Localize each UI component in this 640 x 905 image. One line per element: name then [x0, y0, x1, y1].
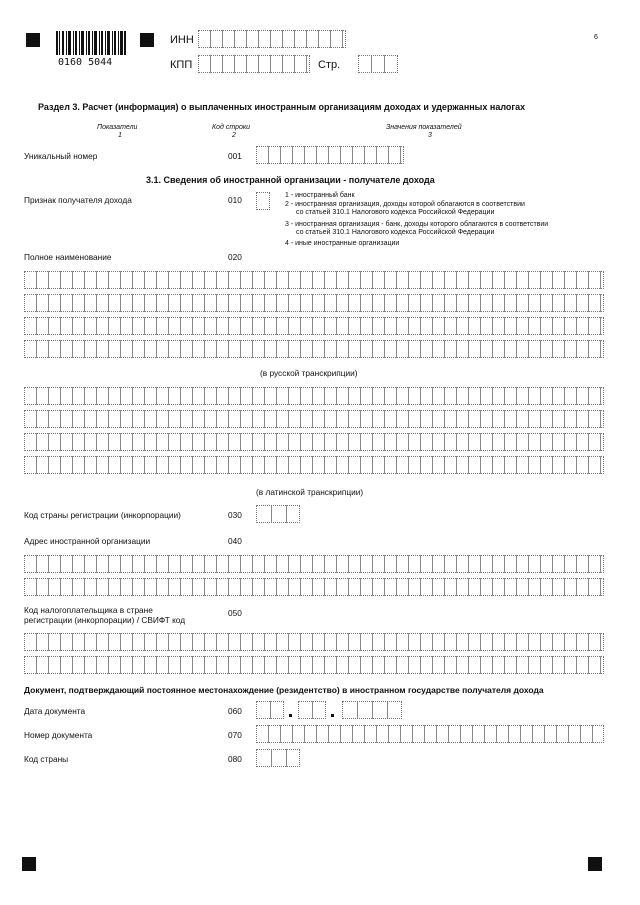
country-code-label: Код страны регистрации (инкорпорации) — [24, 510, 181, 520]
country-code-cells[interactable] — [256, 505, 300, 523]
doc-date-day-cells[interactable] — [256, 701, 284, 719]
corner-marker-bottom-right — [588, 857, 602, 871]
doc-date-month-cells[interactable] — [298, 701, 326, 719]
recipient-sign-option-2: 2 - иностранная организация, доходы которой облагаются в соответствии — [285, 201, 525, 208]
column-header-line-code: Код строки — [212, 124, 251, 131]
taxpayer-code-row-2[interactable] — [24, 656, 604, 674]
full-name-lat-row-3[interactable] — [24, 433, 604, 451]
page-corner-number: 6 — [594, 34, 598, 41]
doc-country-cells[interactable] — [256, 749, 300, 767]
column-header-values-num: 3 — [428, 132, 432, 139]
page-label: Стр. — [318, 59, 341, 71]
kpp-label: КПП — [170, 59, 193, 71]
full-name-lat-row-4[interactable] — [24, 456, 604, 474]
doc-country-code: 080 — [228, 754, 242, 764]
recipient-sign-label: Признак получателя дохода — [24, 195, 132, 205]
latin-transcription-caption: (в латинской транскрипции) — [256, 487, 364, 497]
recipient-sign-option-4: 4 - иные иностранные организации — [285, 240, 400, 247]
kpp-cells[interactable] — [198, 55, 310, 73]
address-code: 040 — [228, 536, 242, 546]
recipient-sign-option-3b: со статьей 310.1 Налогового кодекса Российской Федерации — [296, 229, 495, 236]
taxpayer-code-label-line2: регистрации (инкорпорации) / СВИФТ код — [24, 615, 186, 625]
unique-number-code: 001 — [228, 151, 242, 161]
doc-date-code: 060 — [228, 706, 242, 716]
doc-date-separator-2 — [331, 714, 334, 717]
subsection-title: 3.1. Сведения об иностранной организации - получателе дохода — [146, 175, 435, 185]
taxpayer-code-label-line1: Код налогоплательщика в стране — [24, 605, 153, 615]
full-name-ru-row-3[interactable] — [24, 317, 604, 335]
column-header-line-code-num: 2 — [232, 132, 236, 139]
full-name-ru-row-4[interactable] — [24, 340, 604, 358]
unique-number-label: Уникальный номер — [24, 151, 98, 161]
recipient-sign-option-1: 1 - иностранный банк — [285, 192, 355, 199]
address-row-1[interactable] — [24, 555, 604, 573]
full-name-ru-row-1[interactable] — [24, 271, 604, 289]
taxpayer-code-row-1[interactable] — [24, 633, 604, 651]
doc-number-label: Номер документа — [24, 730, 93, 740]
doc-country-label: Код страны — [24, 754, 69, 764]
corner-marker-bottom-left — [22, 857, 36, 871]
unique-number-cells[interactable] — [256, 146, 404, 164]
document-section-title: Документ, подтверждающий постоянное местонахождение (резидентство) в иностранном государстве получателя дохода — [24, 685, 544, 695]
address-row-2[interactable] — [24, 578, 604, 596]
corner-marker-top-mid — [140, 33, 154, 47]
doc-date-label: Дата документа — [24, 706, 86, 716]
corner-marker-top-left — [26, 33, 40, 47]
inn-label: ИНН — [170, 34, 194, 46]
barcode-number: 0160 5044 — [58, 57, 113, 68]
doc-date-year-cells[interactable] — [342, 701, 402, 719]
column-header-indicators-num: 1 — [118, 132, 122, 139]
address-label: Адрес иностранной организации — [24, 536, 151, 546]
recipient-sign-code: 010 — [228, 195, 242, 205]
country-code-code: 030 — [228, 510, 242, 520]
full-name-code: 020 — [228, 252, 242, 262]
doc-number-code: 070 — [228, 730, 242, 740]
taxpayer-code-code: 050 — [228, 608, 242, 618]
recipient-sign-option-2b: со статьей 310.1 Налогового кодекса Российской Федерации — [296, 209, 495, 216]
section-title: Раздел 3. Расчет (информация) о выплаченных иностранным организациям доходах и удержанных налогах — [38, 102, 526, 112]
doc-date-separator-1 — [289, 714, 292, 717]
russian-transcription-caption: (в русской транскрипции) — [260, 368, 358, 378]
column-header-values: Значения показателей — [386, 124, 462, 131]
full-name-ru-row-2[interactable] — [24, 294, 604, 312]
full-name-label: Полное наименование — [24, 252, 112, 262]
inn-cells[interactable] — [198, 30, 346, 48]
doc-number-cells[interactable] — [256, 725, 604, 743]
recipient-sign-cell[interactable] — [256, 192, 270, 210]
full-name-lat-row-2[interactable] — [24, 410, 604, 428]
recipient-sign-option-3: 3 - иностранная организация - банк, доходы которого облагаются в соответствии — [285, 221, 549, 228]
column-header-indicators: Показатели — [97, 124, 138, 131]
page-number-cells[interactable] — [358, 55, 398, 73]
full-name-lat-row-1[interactable] — [24, 387, 604, 405]
